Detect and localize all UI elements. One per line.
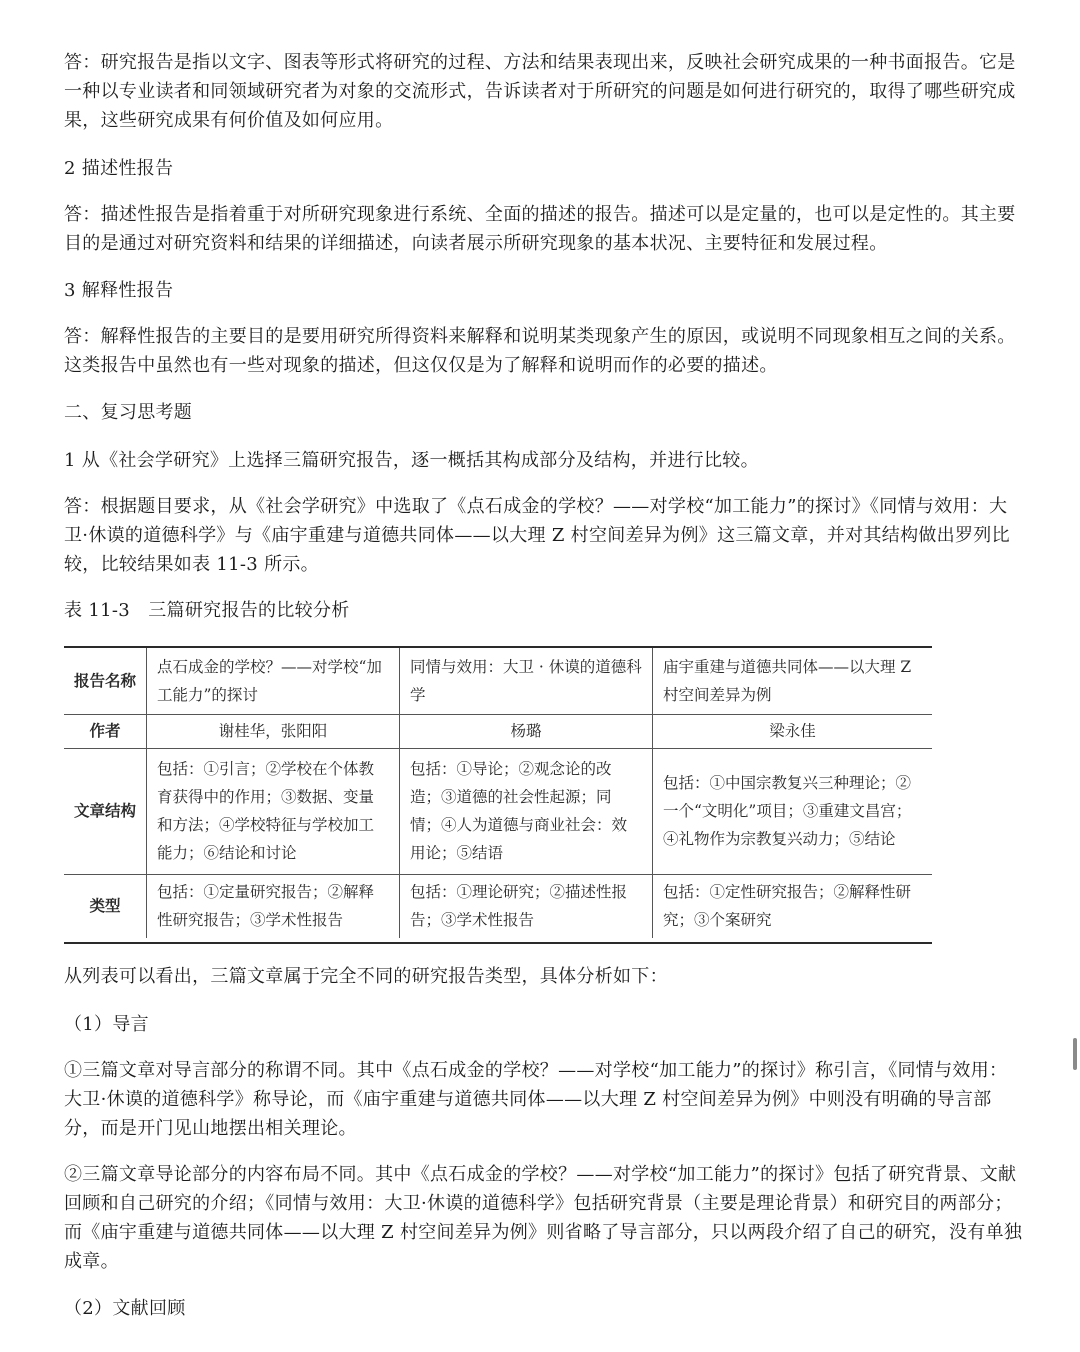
row-header: 类型 <box>64 874 147 938</box>
table-cell: 包括：①中国宗教复兴三种理论；②一个“文明化”项目；③重建文昌宫；④礼物作为宗教复兴动力；⑤结论 <box>653 748 933 874</box>
table-cell: 包括：①定量研究报告；②解释性研究报告；③学术性报告 <box>147 874 400 938</box>
section-review-questions: 二、复习思考题 <box>64 402 193 423</box>
table-caption: 表 11-3 三篇研究报告的比较分析 <box>64 600 350 621</box>
answer-explanatory-report: 答：解释性报告的主要目的是要用研究所得资料来解释和说明某类现象产生的原因，或说明不同现象相互之间的关系。这类报告中虽然也有一些对现象的描述，但这仅仅是为了解释和说明而作的必要的描述。 <box>64 326 1016 376</box>
table-cell: 庙宇重建与道德共同体——以大理 Z 村空间差异为例 <box>653 648 933 714</box>
table-row <box>64 648 932 714</box>
table-cell: 包括：①理论研究；②描述性报告；③学术性报告 <box>400 874 653 938</box>
heading-descriptive-report: 2 描述性报告 <box>64 158 174 179</box>
table-cell: 杨璐 <box>400 714 653 748</box>
table-cell: 点石成金的学校？——对学校“加工能力”的探讨 <box>147 648 400 714</box>
answer-question-1: 答：根据题目要求，从《社会学研究》中选取了《点石成金的学校？——对学校“加工能力”的探讨》《同情与效用：大卫·休谟的道德科学》与《庙宇重建与道德共同体——以大理 Z 村空间差异为例》这三篇文章，并对其结构做出罗列比较，比较结果如表 11-3 所示。 <box>64 496 1010 575</box>
subheading-introduction: （1）导言 <box>64 1014 149 1035</box>
table-cell: 包括：①引言；②学校在个体教育获得中的作用；③数据、变量和方法；④学校特征与学校加工能力；⑥结论和讨论 <box>147 748 400 874</box>
table-row <box>64 714 932 748</box>
row-header: 作者 <box>64 714 147 748</box>
table-cell: 包括：①定性研究报告；②解释性研究；③个案研究 <box>663 883 912 930</box>
point-2: ②三篇文章导论部分的内容布局不同。其中《点石成金的学校？——对学校“加工能力”的探讨》包括了研究背景、文献回顾和自己研究的介绍；《同情与效用：大卫·休谟的道德科学》包括研究背景（主要是理论背景）和研究目的两部分；而《庙宇重建与道德共同体——以大理 Z 村空间差异为例》则省略了导言部分，只以两段介绍了自己的研究，没有单独成章。 <box>64 1164 1023 1272</box>
answer-research-report: 答：研究报告是指以文字、图表等形式将研究的过程、方法和结果表现出来，反映社会研究成果的一种书面报告。它是一种以专业读者和同领域研究者为对象的交流形式，告诉读者对于所研究的问题是如何进行研究的，取得了哪些研究成果，这些研究成果有何价值及如何应用。 <box>64 52 1016 131</box>
scrollbar-thumb[interactable] <box>1073 1038 1077 1070</box>
table-cell: 包括：①导论；②观念论的改造；③道德的社会性起源；同情；④人为道德与商业社会：效用论；⑤结语 <box>400 748 653 874</box>
table-cell: 梁永佳 <box>653 714 933 748</box>
table-row <box>64 748 932 874</box>
subheading-literature-review: （2）文献回顾 <box>64 1298 186 1319</box>
answer-descriptive-report: 答：描述性报告是指着重于对所研究现象进行系统、全面的描述的报告。描述可以是定量的，也可以是定性的。其主要目的是通过对研究资料和结果的详细描述，向读者展示所研究现象的基本状况、主要特征和发展过程。 <box>64 204 1016 254</box>
comparison-table <box>64 646 932 944</box>
table-cell: 同情与效用：大卫 · 休谟的道德科学 <box>400 648 653 714</box>
row-header: 报告名称 <box>64 648 147 714</box>
after-table-text: 从列表可以看出，三篇文章属于完全不同的研究报告类型，具体分析如下： <box>64 966 668 987</box>
question-1: 1 从《社会学研究》上选择三篇研究报告，逐一概括其构成部分及结构，并进行比较。 <box>64 450 759 471</box>
point-1: ①三篇文章对导言部分的称谓不同。其中《点石成金的学校？——对学校“加工能力”的探讨》称引言，《同情与效用：大卫·休谟的道德科学》称导论，而《庙宇重建与道德共同体——以大理 Z 村空间差异为例》中则没有明确的导言部分，而是开门见山地摆出相关理论。 <box>64 1060 1008 1139</box>
table-row <box>64 874 932 938</box>
heading-explanatory-report: 3 解释性报告 <box>64 280 174 301</box>
row-header: 文章结构 <box>64 748 147 874</box>
table-cell: 谢桂华，张阳阳 <box>147 714 400 748</box>
